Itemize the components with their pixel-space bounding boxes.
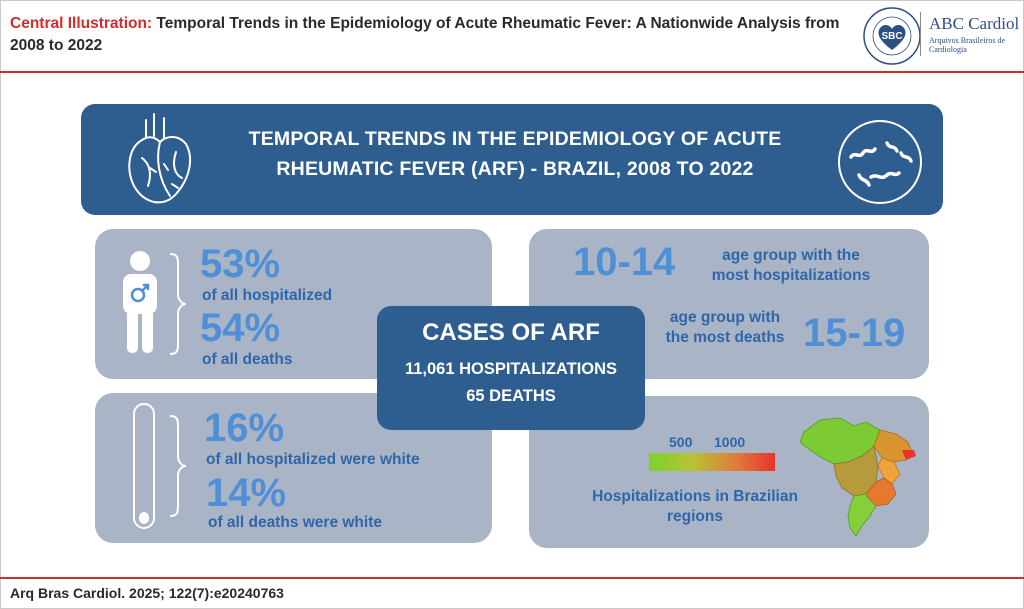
logo-name: ABC Cardiol [929,14,1020,33]
map-caption-line2: regions [667,508,723,525]
white-hosp-label: of all hospitalized were white [206,451,420,468]
banner-line-1: TEMPORAL TRENDS IN THE EPIDEMIOLOGY OF ACUTE [248,128,782,150]
male-hosp-percent: 53% [200,242,281,286]
male-hosp-label: of all hospitalized [202,287,333,304]
hosp-age-group: 10-14 [573,240,676,284]
legend-tick-1000: 1000 [714,434,746,450]
male-death-label: of all deaths [202,351,293,368]
header-title [10,13,840,57]
brazil-map-icon [796,412,918,542]
white-death-label: of all deaths were white [208,514,382,531]
banner-title [200,124,830,184]
banner-line-2: RHEUMATIC FEVER (ARF) - BRAZIL, 2008 TO 2022 [276,158,754,180]
seal-text: SBC [881,31,903,42]
cases-title: CASES OF ARF [422,319,600,346]
legend-tick-500: 500 [669,434,693,450]
footer-separator [0,577,1024,579]
header-label: Central Illustration: [10,15,153,32]
white-hosp-percent: 16% [204,406,285,450]
thermometer-bar-icon [128,402,160,532]
header-title-text: Temporal Trends in the Epidemiology of Acute Rheumatic Fever: A Nationwide Analysis from 2008 to 2022 [10,15,840,54]
citation: Arq Bras Cardiol. 2025; 122(7):e20240763 [10,585,284,601]
white-death-percent: 14% [206,471,287,515]
logo-subtitle: Arquivos Brasileiros de Cardiologia [929,36,1005,54]
male-death-percent: 54% [200,306,281,350]
bacteria-icon [837,119,923,205]
death-age-group: 15-19 [803,311,906,355]
brace-icon [166,252,190,356]
brace-icon [166,414,190,518]
cases-deaths: 65 DEATHS [466,387,556,405]
map-caption [560,487,830,527]
cases-summary-box [377,306,645,430]
header [0,0,1024,71]
hosp-age-label [691,246,891,286]
male-person-icon [119,249,161,355]
cases-hospitalizations: 11,061 HOSPITALIZATIONS [404,360,618,378]
sbc-seal-logo [862,6,922,66]
map-caption-line1: Hospitalizations in Brazilian [592,488,798,505]
death-age-label-line1: age group with [669,309,781,326]
death-age-label-line2: the most deaths [665,329,785,346]
heart-icon [120,108,200,212]
hosp-age-label-line1: age group with the [722,247,860,264]
logo-divider [920,12,921,56]
header-separator [0,71,1024,73]
hosp-age-label-line2: most hospitalizations [711,267,871,284]
death-age-label [645,308,805,348]
color-scale-legend [649,453,775,471]
